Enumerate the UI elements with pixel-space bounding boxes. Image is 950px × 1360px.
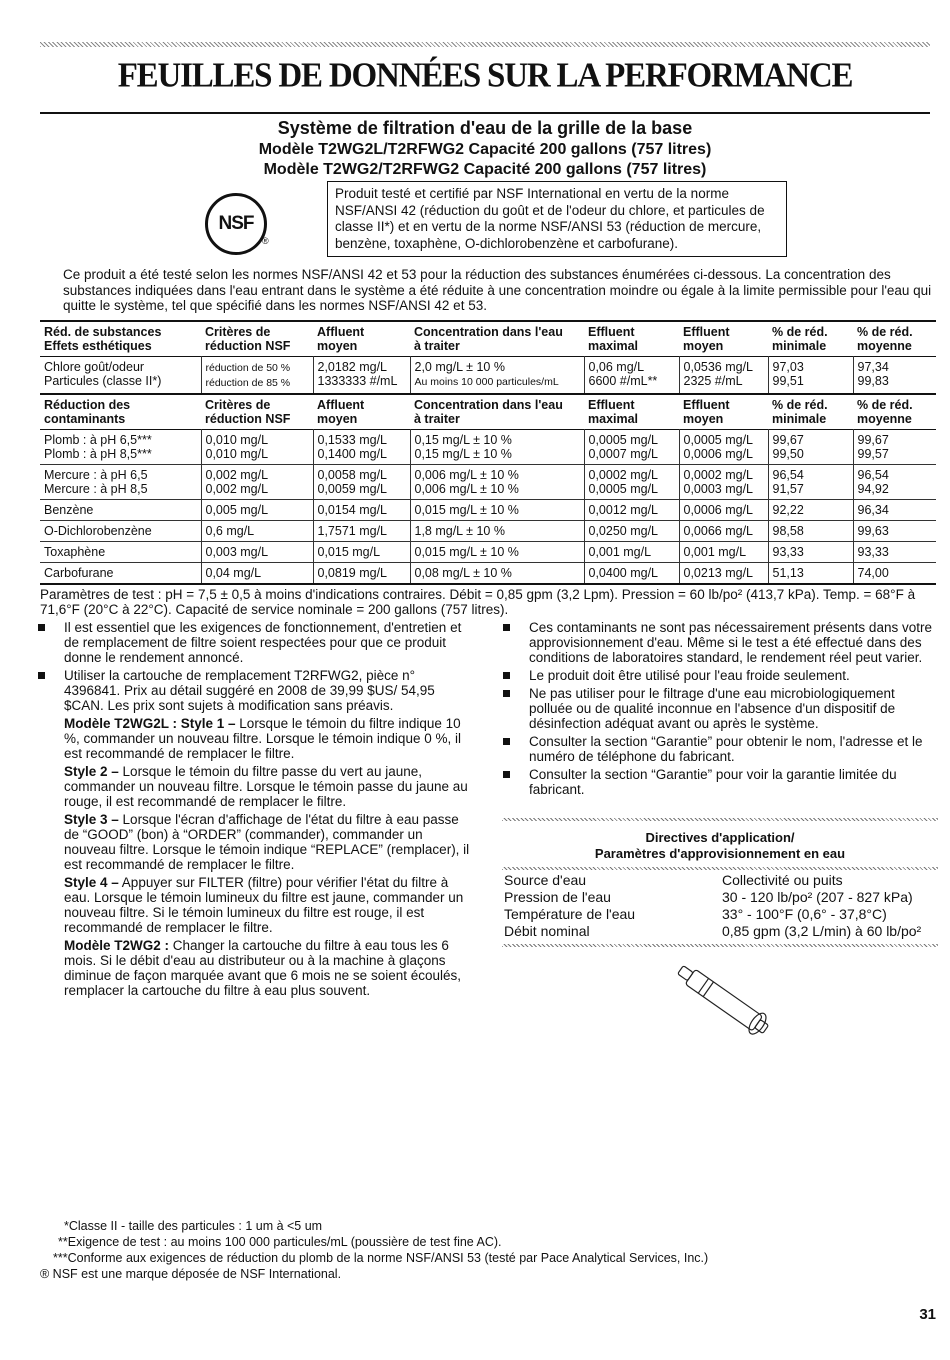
test-parameters: Paramètres de test : pH = 7,5 ± 0,5 à moins d'indications contraires. Débit = 0,85 gpm (3,2 Lpm). Pression = 60 lb/po² (413,7 kPa). Temp. = 68°F à 71,6°F (20°C à 22°C). Capacité de service nominale = 200 gallons (757 litres). [40,587,916,617]
nsf-registered-mark: ® [262,236,269,246]
style-4-text: Appuyer sur FILTER (filtre) pour vérifier l'état du filtre à eau. Lorsque le témoin lumineux du filtre est jaune, commander un nouveau filtre. Si le témoin lumineux du filtre est rouge, il est recommandé de remplacer le filtre. [64,875,464,935]
footnote-2: **Exigence de test : au moins 100 000 particules/mL (poussière de test fine AC). [58,1235,502,1249]
table-cell: 0,15 mg/L ± 10 % 0,15 mg/L ± 10 % [410,430,584,465]
directives-title-line-1: Directives d'application/ [645,830,795,845]
style-3-text: Lorsque l'écran d'affichage de l'état du filtre à eau passe de “GOOD” (bon) à “ORDER” (commander), commander un nouveau filtre. Lorsque le témoin indique “REPLACE” (remplacer), il est recommandé de remplacer le filtre. [64,812,470,872]
table-cell: 0,0066 mg/L [679,521,768,542]
system-title: Système de filtration d'eau de la grille de la base [277,118,693,138]
footnote-4: ® NSF est une marque déposée de NSF International. [40,1267,342,1281]
table-cell: Réd. de substances Effets esthétiques [44,325,162,353]
directives-top-hatch [502,818,938,821]
table-cell: % de réd. moyenne [857,325,913,353]
table-cell: Effluent moyen [683,398,730,426]
bullet-square-icon [503,771,510,778]
table-cell: 0,005 mg/L [201,500,313,521]
model-line-2: Modèle T2WG2/T2RFWG2 Capacité 200 gallons (757 litres) [263,161,707,178]
style-2-paragraph [38,764,472,809]
table-row [40,500,936,521]
right-column [503,620,935,800]
style-4-label: Style 4 – [64,875,119,890]
left-column [38,620,472,1001]
table-cell: 0,001 mg/L [584,542,679,563]
table-header-row [40,394,936,430]
table-cell: Mercure : à pH 6,5 Mercure : à pH 8,5 [44,468,148,496]
directives-title [502,830,938,862]
directives-value: 33° - 100°F (0,6° - 37,8°C) [722,906,887,922]
directives-title-line-2: Paramètres d'approvisionnement en eau [594,846,846,861]
table-row [40,357,936,395]
table-cell: 98,58 [768,521,853,542]
bullet-square-icon [503,672,510,679]
table-cell: Effluent maximal [588,398,639,426]
bullet-square-icon [503,624,510,631]
page-title: FEUILLES DE DONNÉES SUR LA PERFORMANCE [117,57,853,95]
table-cell: Concentration dans l'eau à traiter [414,398,563,426]
style-1-text: Lorsque le témoin du filtre indique 10 %, commander un nouveau filtre. Lorsque le témoin indique 0 %, il est recommandé de remplacer le filtre. [64,716,461,761]
table-cell: 51,13 [768,563,853,585]
nsf-logo-text: NSF [218,213,254,234]
filter-cartridge-illustration [668,958,788,1048]
model-t2wg2-text: Changer la cartouche du filtre à eau tous les 6 mois. Si le débit d'eau au distributeur ou à la machine à glaçons diminue de façon marquée avant que 6 mois ne se soient écoulés, remplacer la cartouche du filtre à eau plus souvent. [64,938,461,998]
table-cell: 93,33 [853,542,936,563]
style-1-label: Modèle T2WG2L : Style 1 – [64,716,236,731]
table-cell: 1,8 mg/L ± 10 % [410,521,584,542]
table-cell: 0,0012 mg/L [584,500,679,521]
footnotes [40,1218,940,1282]
table-row [40,521,936,542]
table-cell: 0,0250 mg/L [584,521,679,542]
style-3-paragraph [38,812,472,872]
page-number: 31 [919,1306,936,1323]
table-cell: 92,22 [768,500,853,521]
table-row [40,430,936,465]
table-cell: 93,33 [768,542,853,563]
table-cell: Benzène [44,503,94,517]
table-cell: 1,7571 mg/L [313,521,410,542]
table-cell: Réduction des contaminants [44,398,131,426]
directives-param: Débit nominal [504,923,590,939]
table-cell: 0,6 mg/L [201,521,313,542]
nsf-logo [205,193,267,255]
bullet-item [38,620,472,665]
table-cell: 0,0400 mg/L [584,563,679,585]
table-cell: 0,06 mg/L 6600 #/mL** [584,357,679,395]
table-cell: Effluent maximal [588,325,639,353]
table-cell: 0,0819 mg/L [313,563,410,585]
model-t2wg2-paragraph [38,938,472,998]
table-cell: réduction de 50 % réduction de 85 % [201,357,313,395]
footnote-3: ***Conforme aux exigences de réduction du plomb de la norme NSF/ANSI 53 (testé par Pace Analytical Services, Inc.) [53,1251,709,1265]
table-cell: 0,0058 mg/L 0,0059 mg/L [313,465,410,500]
table-cell: 0,0536 mg/L 2325 #/mL [679,357,768,395]
table-row [40,542,936,563]
table-cell: 0,1533 mg/L 0,1400 mg/L [313,430,410,465]
style-3-label: Style 3 – [64,812,119,827]
bullet-text: Le produit doit être utilisé pour l'eau froide seulement. [529,668,850,683]
bullet-item [503,686,935,731]
table-cell: 2,0 mg/L ± 10 % Au moins 10 000 particules/mL [410,357,584,395]
table-cell: Affluent moyen [317,325,365,353]
table-cell: 0,0002 mg/L 0,0003 mg/L [679,465,768,500]
table-cell: Effluent moyen [683,325,730,353]
table-cell: 0,0006 mg/L [679,500,768,521]
table-cell: 96,54 94,92 [853,465,936,500]
footnote-1: *Classe II - taille des particules : 1 um à <5 um [64,1219,323,1233]
certification-box: Produit testé et certifié par NSF International en vertu de la norme NSF/ANSI 42 (réduction du goût et de l'odeur du chlore, et particules de classe II*) et en vertu de la norme NSF/ANSI 53 (réduction de mercure, benzène, toxaphène, O-dichlorobenzène et carbofurane). [327,181,787,257]
directives-row [502,906,938,923]
table-row [40,465,936,500]
style-1-paragraph [38,716,472,761]
bullet-text: Ces contaminants ne sont pas nécessairement présents dans votre approvisionnement d'eau. Même si le test a été effectué dans des conditions de laboratoires standard, le rendement réel peut varier. [529,620,932,665]
bullet-text: Utiliser la cartouche de remplacement T2RFWG2, pièce n° 4396841. Prix au détail suggéré en 2008 de 39,99 $US/ 54,95 $CAN. Les prix sont sujets à modification sans préavis. [64,668,435,713]
table-cell: 0,002 mg/L 0,002 mg/L [201,465,313,500]
directives-param: Pression de l'eau [504,889,611,905]
table-cell: 97,03 99,51 [768,357,853,395]
table-cell: O-Dichlorobenzène [44,524,152,538]
table-cell: 0,006 mg/L ± 10 % 0,006 mg/L ± 10 % [410,465,584,500]
table-cell: Affluent moyen [317,398,365,426]
bullet-square-icon [38,672,45,679]
table-cell: % de réd. minimale [772,398,828,426]
directives-bottom-hatch [502,944,938,947]
bullet-item [503,668,935,683]
table-cell: 99,63 [853,521,936,542]
bullet-item [503,767,935,797]
bullet-item [503,734,935,764]
directives-value: 0,85 gpm (3,2 L/min) à 60 lb/po² [722,923,922,939]
bullet-item [38,668,472,713]
directives-row [502,923,938,940]
table-cell: 99,67 99,50 [768,430,853,465]
table-cell: 0,015 mg/L [313,542,410,563]
directives-row [502,889,938,906]
directives-param: Température de l'eau [504,906,636,922]
table-cell: 0,0005 mg/L 0,0006 mg/L [679,430,768,465]
table-cell: 99,67 99,57 [853,430,936,465]
directives-table [502,872,938,940]
model-t2wg2-label: Modèle T2WG2 : [64,938,170,953]
bullet-text: Consulter la section “Garantie” pour obtenir le nom, l'adresse et le numéro de téléphone du fabricant. [529,734,923,764]
table-cell: Toxaphène [44,545,106,559]
table-cell: 0,04 mg/L [201,563,313,585]
style-2-label: Style 2 – [64,764,119,779]
table-cell: Critères de réduction NSF [205,398,291,426]
directives-value: Collectivité ou puits [722,872,843,888]
table-cell: % de réd. moyenne [857,398,913,426]
bullet-square-icon [503,738,510,745]
style-2-text: Lorsque le témoin du filtre passe du vert au jaune, commander un nouveau filtre. Lorsque le témoin passe du jaune au rouge, il est recommandé de remplacer le filtre. [64,764,468,809]
table-cell: 0,015 mg/L ± 10 % [410,542,584,563]
bullet-square-icon [503,690,510,697]
table-cell: Carbofurane [44,566,114,580]
bullet-item [503,620,935,665]
directives-row [502,872,938,889]
table-cell: 97,34 99,83 [853,357,936,395]
title-rule [40,112,930,114]
table-cell: Critères de réduction NSF [205,325,291,353]
table-cell: 0,015 mg/L ± 10 % [410,500,584,521]
table-cell: 0,001 mg/L [679,542,768,563]
table-cell: Plomb : à pH 6,5*** Plomb : à pH 8,5*** [44,433,152,461]
table-cell: 0,0005 mg/L 0,0007 mg/L [584,430,679,465]
bullet-text: Consulter la section “Garantie” pour voir la garantie limitée du fabricant. [529,767,897,797]
table-cell: 74,00 [853,563,936,585]
top-hatch-band [40,42,930,47]
directives-mid-hatch [502,867,938,870]
bullet-text: Ne pas utiliser pour le filtrage d'une eau microbiologiquement polluée ou de qualité inconnue en l'absence d'un dispositif de désinfection adéquat avant ou après le système. [529,686,896,731]
table-cell: Concentration dans l'eau à traiter [414,325,563,353]
table-cell: 0,0154 mg/L [313,500,410,521]
table-cell: 96,34 [853,500,936,521]
table-header-row [40,321,936,357]
table-row [40,563,936,585]
table-cell: 0,0213 mg/L [679,563,768,585]
table-cell: Chlore goût/odeur Particules (classe II*) [44,360,162,388]
table-cell: 2,0182 mg/L 1333333 #/mL [313,357,410,395]
directives-param: Source d'eau [504,872,587,888]
table-cell: 0,003 mg/L [201,542,313,563]
table-cell: % de réd. minimale [772,325,828,353]
table-cell: 96,54 91,57 [768,465,853,500]
table-cell: 0,010 mg/L 0,010 mg/L [201,430,313,465]
style-4-paragraph [38,875,472,935]
performance-table [40,320,936,585]
table-cell: 0,0002 mg/L 0,0005 mg/L [584,465,679,500]
directives-value: 30 - 120 lb/po² (207 - 827 kPa) [722,889,913,905]
model-line-1: Modèle T2WG2L/T2RFWG2 Capacité 200 gallons (757 litres) [258,141,712,158]
intro-paragraph: Ce produit a été testé selon les normes NSF/ANSI 42 et 53 pour la réduction des substances énumérées ci-dessous. La concentration des substances indiquées dans l'eau entrant dans le système a été réduite à une concentration moindre ou égale à la limite permissible pour l'eau qui quitte le système, tel que spécifié dans les normes NSF/ANSI 42 et 53. [63,267,932,313]
bullet-square-icon [38,624,45,631]
bullet-text: Il est essentiel que les exigences de fonctionnement, d'entretien et de remplacement de filtre soient respectées pour que ce produit donne le rendement annoncé. [64,620,462,665]
table-cell: 0,08 mg/L ± 10 % [410,563,584,585]
